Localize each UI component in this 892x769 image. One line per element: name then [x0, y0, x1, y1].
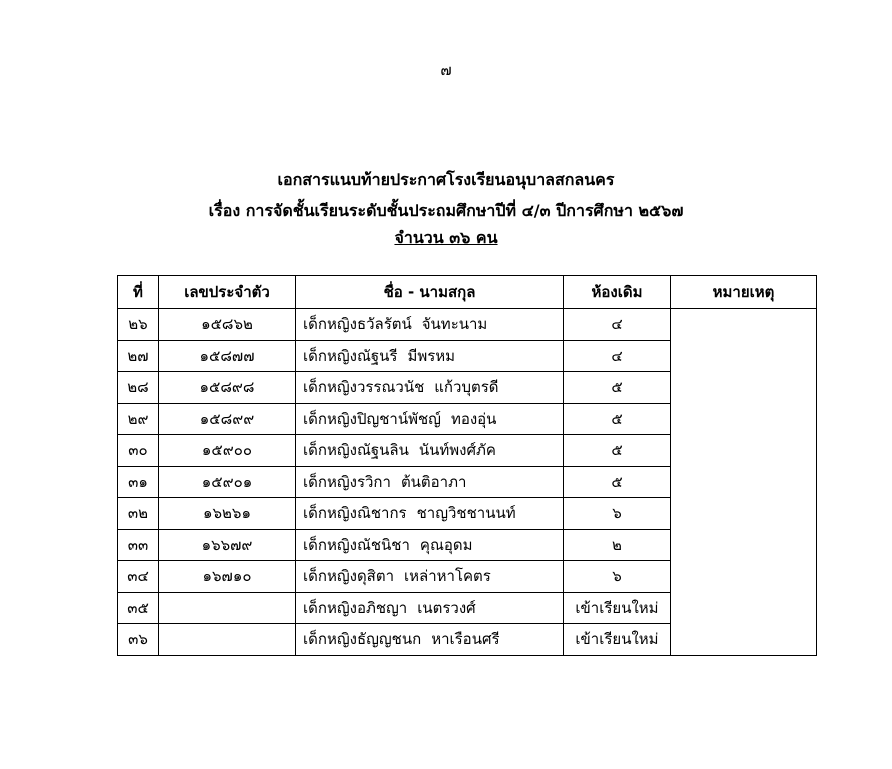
student-id: ๑๖๒๖๑ [159, 498, 296, 530]
student-name [296, 435, 564, 467]
student-id [159, 624, 296, 656]
document-subject: เรื่อง การจัดชั้นเรียนระดับชั้นประถมศึกษาปีที่ ๔/๓ ปีการศึกษา ๒๕๖๗ [208, 201, 684, 220]
student-name [296, 592, 564, 624]
student-first-name: เด็กหญิงณิชากร [303, 504, 407, 523]
student-last-name: ชาญวิชชานนท์ [416, 504, 516, 523]
previous-room: ๖ [564, 561, 671, 593]
student-count: จำนวน ๓๖ คน [394, 228, 498, 247]
row-number: ๓๒ [118, 498, 159, 530]
row-number: ๓๖ [118, 624, 159, 656]
student-name [296, 498, 564, 530]
student-last-name: ทองอุ่น [450, 409, 497, 428]
student-id: ๑๕๙๐๑ [159, 466, 296, 498]
student-first-name: เด็กหญิงณัชนิชา [303, 535, 410, 554]
student-id: ๑๖๖๗๙ [159, 529, 296, 561]
student-id: ๑๕๘๙๘ [159, 372, 296, 404]
row-number: ๓๑ [118, 466, 159, 498]
student-last-name: คุณอุดม [419, 535, 473, 554]
student-last-name: เนตรวงศ์ [417, 598, 476, 617]
student-last-name: จันทะนาม [421, 315, 488, 334]
table-row [118, 309, 817, 341]
student-first-name: เด็กหญิงอภิชญา [303, 598, 408, 617]
previous-room: ๖ [564, 498, 671, 530]
row-number: ๒๙ [118, 403, 159, 435]
student-name [296, 624, 564, 656]
student-id [159, 592, 296, 624]
student-name [296, 340, 564, 372]
previous-room: ๒ [564, 529, 671, 561]
student-last-name: นันท์พงศ์ภัค [418, 441, 496, 460]
student-name [296, 466, 564, 498]
student-last-name: เหล่าหาโคตร [404, 567, 491, 586]
column-header-previous-room: ห้องเดิม [564, 276, 671, 309]
student-first-name: เด็กหญิงณัฐนลิน [303, 441, 409, 460]
student-first-name: เด็กหญิงดุสิตา [303, 567, 395, 586]
row-number: ๓๕ [118, 592, 159, 624]
student-id: ๑๕๙๐๐ [159, 435, 296, 467]
row-number: ๒๗ [118, 340, 159, 372]
column-header-number: ที่ [118, 276, 159, 309]
student-first-name: เด็กหญิงวรรณวนัช [303, 378, 425, 397]
row-number: ๒๖ [118, 309, 159, 341]
previous-room: ๔ [564, 309, 671, 341]
student-name [296, 561, 564, 593]
previous-room: ๕ [564, 435, 671, 467]
student-last-name: แก้วบุตรดี [434, 378, 499, 397]
previous-room: ๕ [564, 372, 671, 404]
student-id: ๑๕๘๖๒ [159, 309, 296, 341]
student-id: ๑๕๘๗๗ [159, 340, 296, 372]
column-header-remarks: หมายเหตุ [671, 276, 817, 309]
previous-room: ๕ [564, 466, 671, 498]
student-id: ๑๖๗๑๐ [159, 561, 296, 593]
document-title: เอกสารแนบท้ายประกาศโรงเรียนอนุบาลสกลนคร [277, 170, 615, 189]
student-first-name: เด็กหญิงปิญชาน์พัชญ์ [303, 409, 441, 428]
column-header-name: ชื่อ - นามสกุล [296, 276, 564, 309]
student-roster-table [117, 275, 817, 656]
student-id: ๑๕๘๙๙ [159, 403, 296, 435]
previous-room: เข้าเรียนใหม่ [564, 592, 671, 624]
student-name [296, 309, 564, 341]
previous-room: ๔ [564, 340, 671, 372]
row-number: ๓๐ [118, 435, 159, 467]
student-first-name: เด็กหญิงธัญญชนก [303, 630, 422, 649]
student-name [296, 529, 564, 561]
page-number: ๗ [440, 61, 452, 79]
table-header-row [118, 276, 817, 309]
previous-room: เข้าเรียนใหม่ [564, 624, 671, 656]
student-first-name: เด็กหญิงธวัลรัตน์ [303, 315, 412, 334]
student-name [296, 372, 564, 404]
row-number: ๓๔ [118, 561, 159, 593]
student-last-name: มีพรหม [407, 346, 456, 365]
student-last-name: หาเรือนศรี [431, 630, 500, 649]
row-number: ๓๓ [118, 529, 159, 561]
remarks-cell [671, 309, 817, 656]
student-last-name: ต้นติอาภา [400, 472, 467, 491]
table-body [118, 309, 817, 656]
student-first-name: เด็กหญิงณัฐนรี [303, 346, 398, 365]
row-number: ๒๘ [118, 372, 159, 404]
student-first-name: เด็กหญิงรวิกา [303, 472, 391, 491]
column-header-student-id: เลขประจำตัว [159, 276, 296, 309]
student-name [296, 403, 564, 435]
previous-room: ๕ [564, 403, 671, 435]
